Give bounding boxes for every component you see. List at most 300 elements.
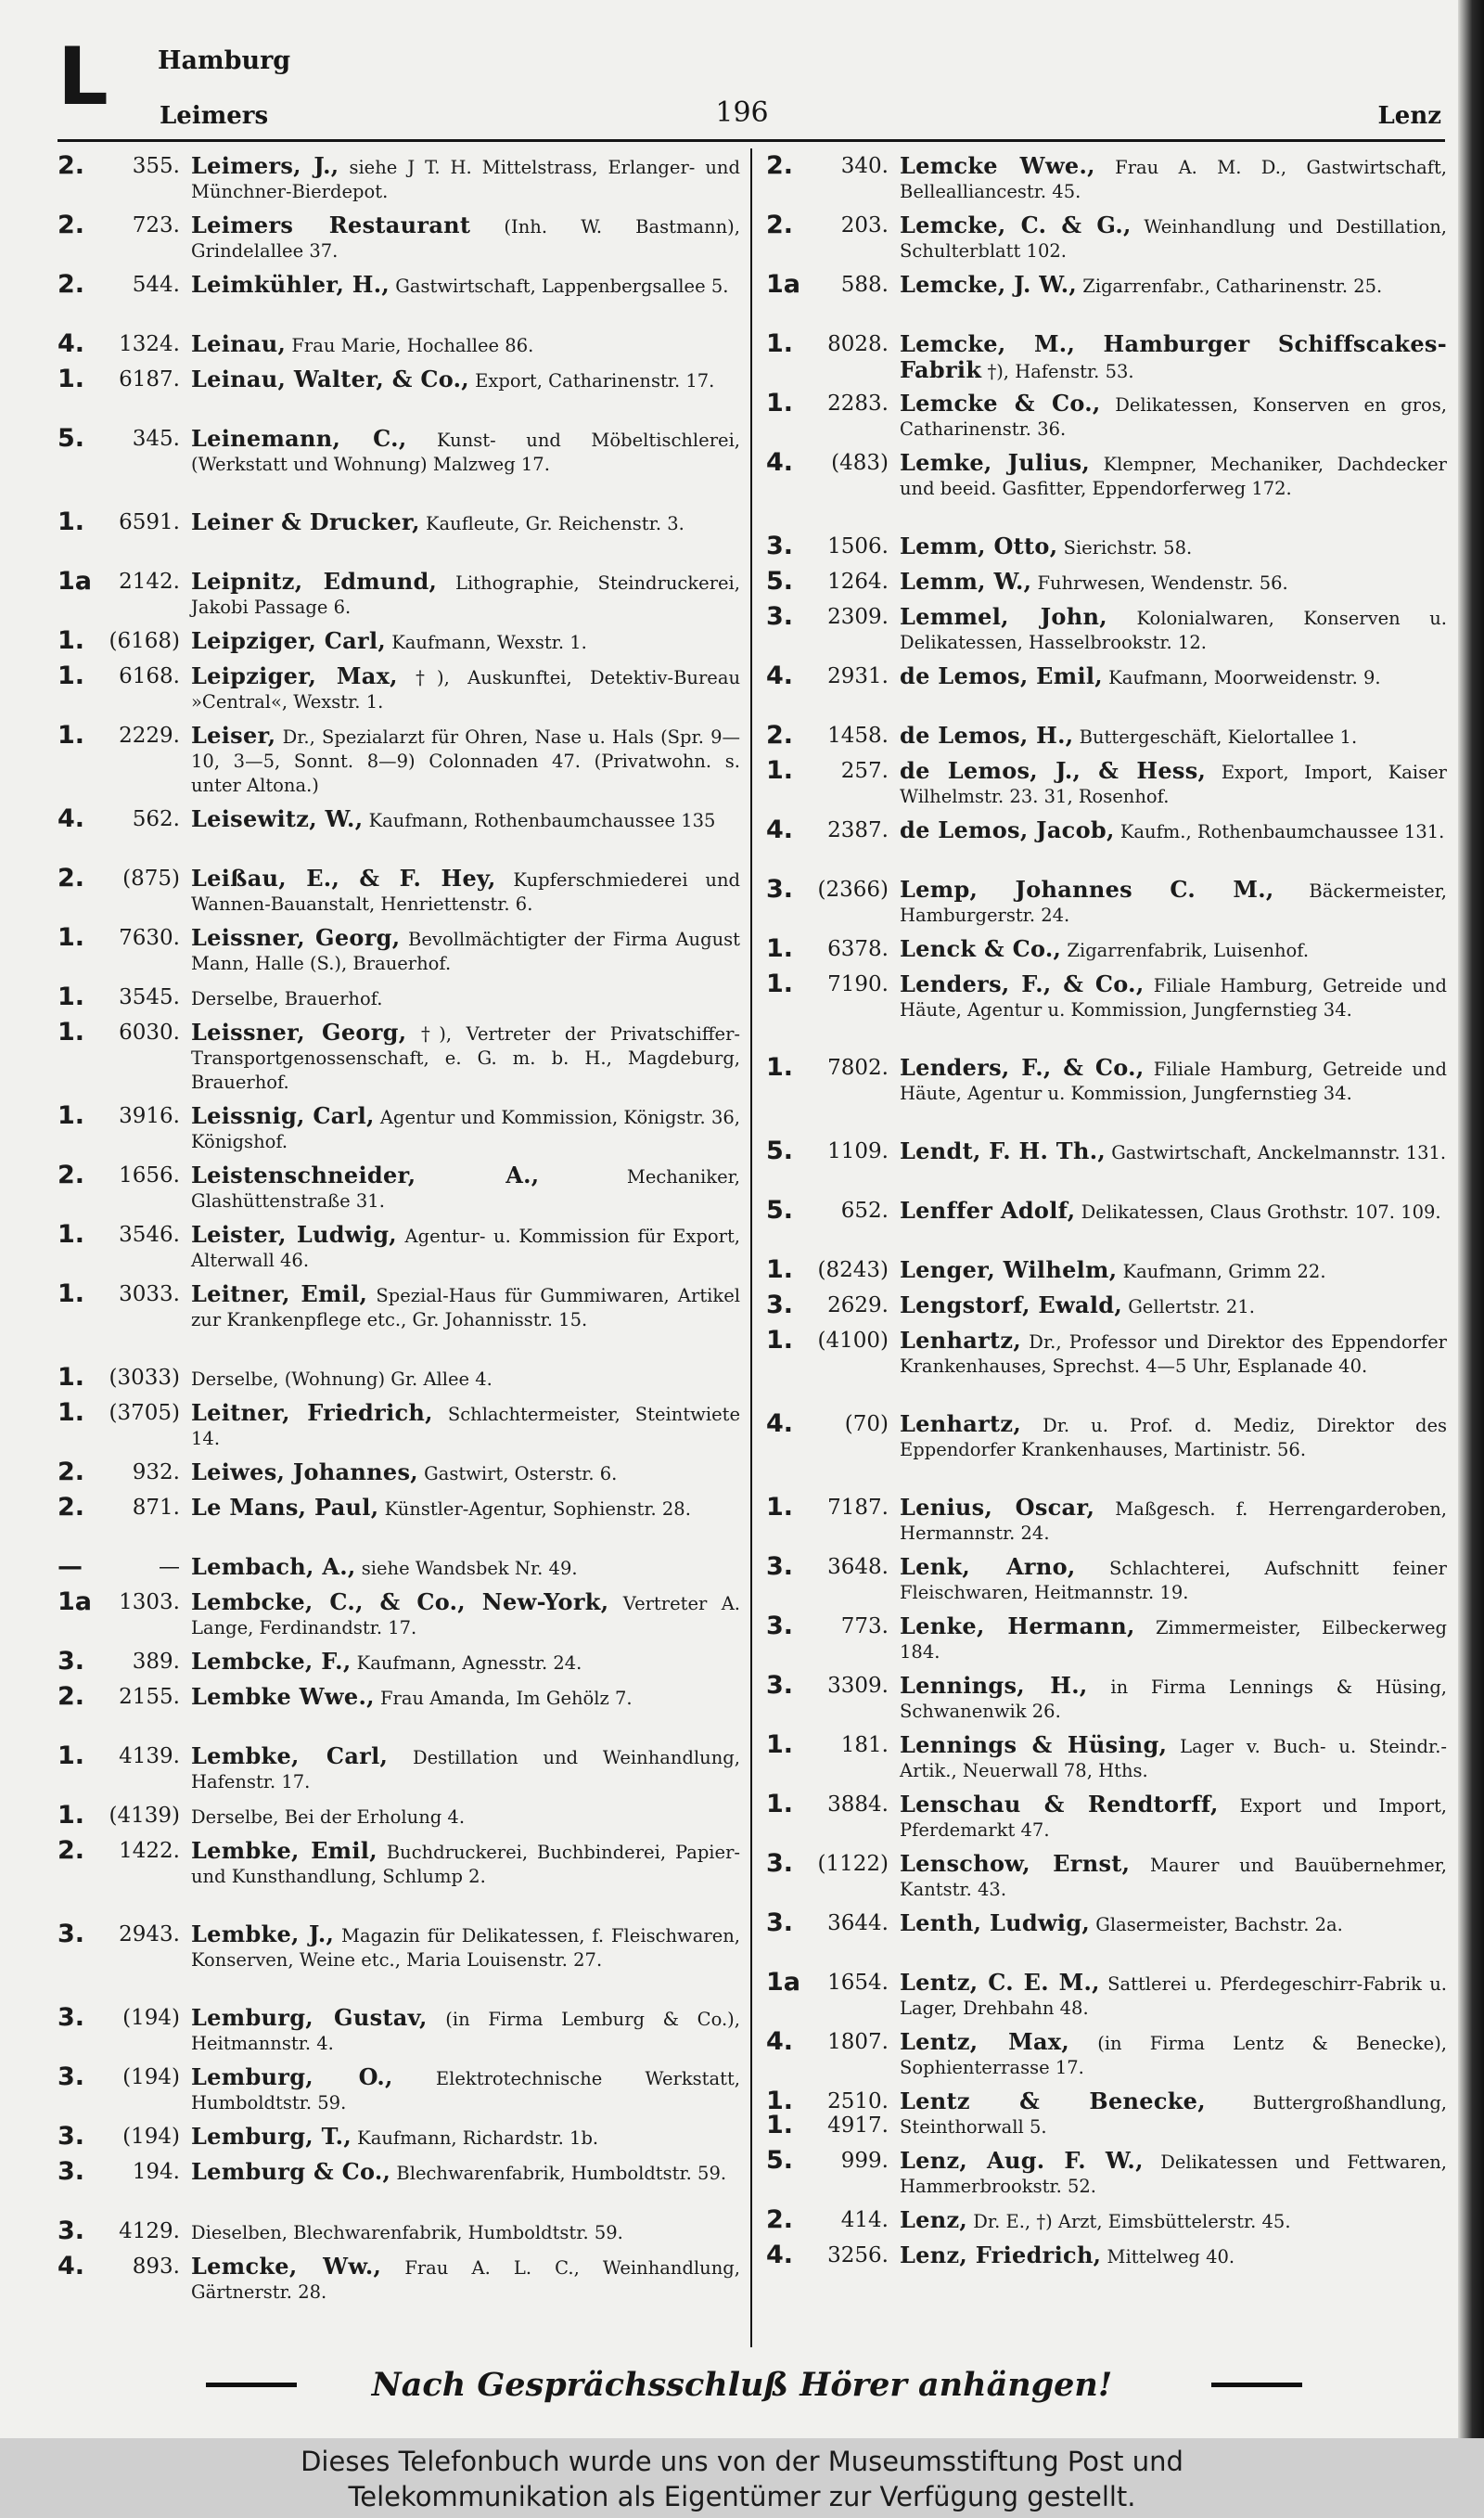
exchange-class: 1. <box>766 756 794 785</box>
subscriber-details: Blechwarenfabrik, Humboldtstr. 59. <box>390 2163 727 2184</box>
phone-number: 414. <box>840 2208 889 2232</box>
entry-body <box>191 213 740 273</box>
directory-entry <box>766 1196 1447 1258</box>
phone-number: 1506. <box>827 534 889 559</box>
directory-entry <box>766 534 1447 570</box>
exchange-class: 1. <box>766 970 794 998</box>
directory-entry <box>766 567 1447 605</box>
entry-body <box>191 2160 740 2219</box>
entry-body <box>191 807 740 867</box>
entry-body <box>191 2065 740 2125</box>
exchange-class: 2. <box>58 1493 85 1522</box>
exchange-class: 2. <box>58 211 85 239</box>
phone-number: 389. <box>132 1650 180 1674</box>
phone-number: 2629. <box>827 1293 889 1317</box>
directory-entry <box>58 2003 740 2065</box>
entry-body <box>191 1104 740 1163</box>
phone-number: 181. <box>840 1733 889 1757</box>
directory-entry <box>58 1279 740 1366</box>
directory-entry <box>58 1741 740 1804</box>
subscriber-name: Leinau, Walter, & Co., <box>191 366 469 392</box>
directory-entry <box>58 2062 740 2125</box>
credit-banner <box>0 2438 1484 2518</box>
directory-entry <box>58 2216 740 2255</box>
entry-body <box>900 1293 1447 1329</box>
subscriber-name: Lemcke, Ww., <box>191 2253 382 2280</box>
exchange-class: — <box>58 1552 83 1581</box>
subscriber-name: Leisewitz, W., <box>191 805 364 832</box>
page-edge-shadow <box>1458 0 1484 2438</box>
directory-entry <box>58 1363 740 1401</box>
subscriber-details: Maßgesch. f. Herrengarderoben, Hermannstr. 24. <box>900 1498 1447 1544</box>
phone-number: 1109. <box>827 1139 889 1163</box>
exchange-class: 1. <box>766 934 794 963</box>
directory-entry <box>766 664 1447 724</box>
phone-number: 7187. <box>827 1496 889 1520</box>
subscriber-details: Export und Import, Pferdemarkt 47. <box>900 1795 1447 1841</box>
entry-body <box>900 1496 1447 1555</box>
subscriber-name: Lenz, Friedrich, <box>900 2242 1102 2268</box>
phone-number: 652. <box>840 1199 889 1223</box>
entry-body <box>900 273 1447 332</box>
directory-entry <box>58 1836 740 1922</box>
subscriber-details: Delikatessen und Fettwaren, Hammerbrookstr. 52. <box>900 2152 1447 2197</box>
phone-number: (3705) <box>109 1401 180 1425</box>
entry-body <box>900 759 1447 818</box>
exchange-class: 3. <box>766 1552 794 1581</box>
directory-entry <box>58 864 740 926</box>
subscriber-name: Lenth, Ludwig, <box>900 1909 1091 1936</box>
directory-entry <box>766 721 1447 759</box>
directory-entry <box>58 2122 740 2160</box>
directory-entry <box>766 2089 1447 2149</box>
subscriber-name: Lembke, Emil, <box>191 1837 377 1864</box>
directory-entry <box>766 448 1447 534</box>
directory-entry <box>766 1053 1447 1139</box>
phone-number: 4129. <box>119 2219 180 2243</box>
subscriber-name: Leiser, <box>191 722 276 749</box>
phone-number: (4100) <box>817 1329 889 1353</box>
subscriber-name: Leiner & Drucker, <box>191 508 420 535</box>
subscriber-details: Weinhandlung und Destillation, Schulterblatt 102. <box>900 216 1447 262</box>
phone-number: 4139. <box>119 1744 180 1768</box>
exchange-class: 2. <box>58 1836 85 1865</box>
exchange-class: 3. <box>58 2062 85 2091</box>
phone-number: 893. <box>132 2255 180 2279</box>
exchange-class: 1a <box>766 270 801 299</box>
subscriber-name: Leissner, Georg, <box>191 924 401 951</box>
subscriber-name: Leimkühler, H., <box>191 271 390 298</box>
directory-entry <box>766 1409 1447 1496</box>
subscriber-details: Zigarrenfabr., Catharinenstr. 25. <box>1077 276 1383 297</box>
subscriber-name: Lemcke Wwe., <box>900 152 1095 179</box>
entry-body <box>191 1401 740 1460</box>
subscriber-name: Lemke, Julius, <box>900 449 1091 476</box>
subscriber-details: Sierichstr. 58. <box>1057 537 1193 559</box>
subscriber-name: Lenschau & Rendtorff, <box>900 1791 1219 1818</box>
phone-number: 1654. <box>827 1971 889 1995</box>
phone-number: 6030. <box>119 1021 180 1045</box>
subscriber-name: Lemburg, Gustav, <box>191 2004 428 2031</box>
directory-entry <box>766 2243 1447 2279</box>
phone-number: 3546. <box>119 1223 180 1247</box>
subscriber-name: Lenffer Adolf, <box>900 1197 1076 1224</box>
directory-entry <box>766 2205 1447 2243</box>
subscriber-name: Lembke Wwe., <box>191 1683 375 1710</box>
entry-body <box>900 1329 1447 1412</box>
entry-body <box>191 629 740 664</box>
entry-body <box>191 1366 740 1401</box>
subscriber-name: Leimers, J., <box>191 152 339 179</box>
subscriber-name: Lemcke, M., Hamburger Schiffscakes-Fabrik <box>900 330 1447 383</box>
subscriber-details: Kunst- und Möbeltischlerei, (Werkstatt und Wohnung) Malzweg 17. <box>191 430 740 475</box>
directory-entry <box>58 1552 740 1590</box>
subscriber-name: Lembach, A., <box>191 1553 356 1580</box>
phone-number: 3916. <box>119 1104 180 1128</box>
city-heading: Hamburg <box>158 46 291 75</box>
subscriber-details: (Inh. W. Bastmann), Grindelallee 37. <box>191 216 740 262</box>
entry-body <box>900 2208 1447 2243</box>
subscriber-details: Frau A. L. C., Weinhandlung, Gärtnerstr. 28. <box>191 2257 740 2303</box>
phone-number: 723. <box>132 213 180 238</box>
exchange-class: 1. <box>58 365 85 393</box>
subscriber-details: Derselbe, (Wohnung) Gr. Allee 4. <box>191 1368 493 1390</box>
exchange-class: 1. <box>58 1101 85 1130</box>
entry-body <box>191 273 740 332</box>
exchange-class: 4. <box>58 804 85 833</box>
entry-body <box>900 1852 1447 1911</box>
directory-entry <box>766 1968 1447 2030</box>
subscriber-details: Derselbe, Bei der Erholung 4. <box>191 1806 466 1828</box>
subscriber-name: Lendt, F. H. Th., <box>900 1137 1107 1164</box>
phone-number: 3884. <box>827 1792 889 1817</box>
entry-body <box>191 1744 740 1804</box>
exchange-class: 4. <box>766 2241 794 2269</box>
subscriber-details: Zigarrenfabrik, Luisenhof. <box>1061 940 1310 961</box>
entry-body <box>900 2030 1447 2089</box>
subscriber-name: Lennings & Hüsing, <box>900 1731 1168 1758</box>
entry-body <box>191 1496 740 1555</box>
subscriber-name: Lenius, Oscar, <box>900 1494 1095 1521</box>
entry-body <box>900 1139 1447 1199</box>
entry-body <box>900 724 1447 759</box>
phone-number: 6378. <box>827 937 889 961</box>
subscriber-details: Agentur und Kommission, Königstr. 36, Königshof. <box>191 1107 740 1152</box>
directory-entry <box>766 270 1447 332</box>
phone-number: 1303. <box>119 1590 180 1614</box>
exchange-class: 3. <box>58 2122 85 2151</box>
subscriber-name: Lemburg, T., <box>191 2123 352 2150</box>
subscriber-details: Kaufmann, Grimm 22. <box>1117 1261 1326 1282</box>
subscriber-name: Leitner, Friedrich, <box>191 1399 433 1426</box>
exchange-class: 5. <box>766 2146 794 2175</box>
subscriber-name: de Lemos, J., & Hess, <box>900 757 1207 784</box>
exchange-class: 3. <box>766 875 794 904</box>
subscriber-name: Lemcke, J. W., <box>900 271 1078 298</box>
exchange-class: 3. <box>58 2157 85 2186</box>
subscriber-details: †), Hafenstr. 53. <box>981 361 1134 382</box>
entry-body <box>900 972 1447 1056</box>
entry-body <box>191 2125 740 2160</box>
subscriber-details: Lithographie, Steindruckerei, Jakobi Passage 6. <box>191 572 740 618</box>
subscriber-name: Lenger, Wilhelm, <box>900 1256 1118 1283</box>
exchange-class: 1. 1. <box>766 2087 794 2139</box>
directory-entry <box>766 1255 1447 1293</box>
entry-body <box>191 570 740 629</box>
phone-number: 345. <box>132 427 180 451</box>
exchange-class: 2. <box>58 1458 85 1486</box>
exchange-class: 1. <box>766 1326 794 1355</box>
subscriber-details: †), Auskunftei, Detektiv-Bureau »Central«, Wexstr. 1. <box>191 667 740 713</box>
subscriber-details: Export, Import, Kaiser Wilhelmstr. 23. 31, Rosenhof. <box>900 762 1447 807</box>
subscriber-details: Dr., Professor und Direktor des Eppendorfer Krankenhauses, Sprechst. 4—5 Uhr, Esplanade 40. <box>900 1331 1447 1377</box>
entry-body <box>191 510 740 570</box>
phone-number: 257. <box>840 759 889 783</box>
phone-number: (194) <box>122 2125 180 2149</box>
subscriber-details: Gastwirtschaft, Anckelmannstr. 131. <box>1106 1142 1447 1163</box>
phone-number: 588. <box>840 273 889 297</box>
entry-body <box>900 1056 1447 1139</box>
entry-body <box>900 1792 1447 1852</box>
entry-body <box>191 427 740 510</box>
subscriber-details: Frau Marie, Hochallee 86. <box>286 335 534 356</box>
phone-number: 3644. <box>827 1911 889 1935</box>
exchange-class: 1. <box>58 1220 85 1249</box>
entry-body <box>191 664 740 724</box>
subscriber-details: (in Firma Lemburg & Co.), Heitmannstr. 4. <box>191 2009 740 2054</box>
subscriber-name: Lemcke & Co., <box>900 390 1101 417</box>
directory-entry <box>58 2252 740 2314</box>
directory-entry <box>766 1614 1447 1674</box>
entry-body <box>900 2149 1447 2208</box>
phone-number: (483) <box>831 451 889 475</box>
subscriber-name: Lembke, Carl, <box>191 1742 389 1769</box>
subscriber-details: Kaufleute, Gr. Reichenstr. 3. <box>419 513 684 534</box>
phone-number: 544. <box>132 273 180 297</box>
phone-number: (1122) <box>817 1852 889 1876</box>
subscriber-name: Lemmel, John, <box>900 603 1107 630</box>
exchange-class: 1. <box>58 721 85 750</box>
entry-body <box>900 605 1447 664</box>
exchange-class: 2. <box>58 864 85 893</box>
directory-entry <box>766 1849 1447 1911</box>
subscriber-details: Delikatessen, Konserven en gros, Catharinenstr. 36. <box>900 394 1448 440</box>
exchange-class: 3. <box>58 2216 85 2245</box>
entry-body <box>191 1922 740 2006</box>
exchange-class: 1. <box>58 983 85 1011</box>
entry-body <box>191 1021 740 1104</box>
phone-number: 1264. <box>827 570 889 594</box>
directory-entry <box>766 1293 1447 1329</box>
exchange-class: 4. <box>766 662 794 690</box>
entry-body <box>900 1614 1447 1674</box>
subscriber-details: Schlachterei, Aufschnitt feiner Fleischwaren, Heitmannstr. 19. <box>900 1558 1447 1603</box>
entry-body <box>900 1911 1447 1971</box>
directory-entry <box>58 1801 740 1839</box>
directory-entry <box>58 1682 740 1744</box>
directory-entry <box>766 2146 1447 2208</box>
directory-entry <box>58 507 740 570</box>
exchange-class: 1. <box>58 507 85 536</box>
directory-entry <box>766 875 1447 937</box>
entry-body <box>191 2006 740 2065</box>
exchange-class: 3. <box>766 1849 794 1878</box>
subscriber-name: Lentz, C. E. M., <box>900 1969 1100 1996</box>
exchange-class: 2. <box>58 1161 85 1189</box>
subscriber-name: Lenz, Aug. F. W., <box>900 2147 1144 2174</box>
phone-number: 2229. <box>119 724 180 748</box>
directory-entry <box>766 1493 1447 1555</box>
directory-entry <box>766 1792 1447 1852</box>
subscriber-details: Schlachtermeister, Steintwiete 14. <box>191 1404 740 1449</box>
subscriber-details: Derselbe, Brauerhof. <box>191 988 383 1009</box>
directory-entry <box>58 329 740 367</box>
subscriber-details: Magazin für Delikatessen, f. Fleischwaren, Konserven, Weine etc., Maria Louisenstr. 27. <box>191 1925 740 1971</box>
subscriber-details: Buttergeschäft, Kielortallee 1. <box>1073 726 1358 748</box>
entry-body <box>191 367 740 427</box>
subscriber-name: Leißau, E., & F. Hey, <box>191 865 496 892</box>
phone-number: (70) <box>844 1412 889 1436</box>
directory-entry <box>58 367 740 427</box>
subscriber-details: Dr., Spezialarzt für Ohren, Nase u. Hals (Spr. 9—10, 3—5, Sonnt. 8—9) Colonnaden 47. (Privatwohn. s. unter Altona.) <box>191 726 740 796</box>
phone-number: 2931. <box>827 664 889 688</box>
subscriber-details: Bevollmächtigter der Firma August Mann, Halle (S.), Brauerhof. <box>191 929 741 974</box>
entry-body <box>900 1412 1447 1496</box>
exchange-class: 1. <box>58 923 85 952</box>
subscriber-name: Lembcke, F., <box>191 1648 352 1675</box>
phone-number: 1807. <box>827 2030 889 2054</box>
exchange-class: 4. <box>766 2027 794 2056</box>
exchange-class: 3. <box>766 1908 794 1937</box>
exchange-class: 3. <box>766 1291 794 1319</box>
subscriber-details: Zimmermeister, Eilbeckerweg 184. <box>900 1617 1447 1663</box>
entry-body <box>900 1555 1447 1614</box>
subscriber-details: Sattlerei u. Pferdegeschirr-Fabrik u. Lager, Drehbahn 48. <box>900 1973 1447 2019</box>
entry-body <box>900 1258 1447 1293</box>
entry-body <box>191 1555 740 1590</box>
subscriber-name: Lenhartz, <box>900 1410 1022 1437</box>
directory-entry <box>58 1493 740 1555</box>
directory-entry <box>58 1460 740 1496</box>
phone-number: 3033. <box>119 1282 180 1306</box>
subscriber-details: Dr. E., †) Arzt, Eimsbüttelerstr. 45. <box>967 2211 1291 2232</box>
directory-entry <box>766 329 1447 392</box>
exchange-class: 1a <box>58 1587 93 1616</box>
phone-number: 7630. <box>119 926 180 950</box>
entry-body <box>191 1282 740 1366</box>
subscriber-name: Lennings, H., <box>900 1672 1088 1699</box>
phone-number: 355. <box>132 154 180 178</box>
phone-number: 1422. <box>119 1839 180 1863</box>
subscriber-details: Frau Amanda, Im Gehölz 7. <box>374 1688 633 1709</box>
exchange-class: 2. <box>766 721 794 750</box>
exchange-class: 2. <box>766 2205 794 2234</box>
phone-number: 871. <box>132 1496 180 1520</box>
subscriber-name: Leiwes, Johannes, <box>191 1458 418 1485</box>
directory-entry <box>58 1101 740 1163</box>
exchange-class: 3. <box>766 602 794 631</box>
subscriber-details: Vertreter A. Lange, Ferdinandstr. 17. <box>191 1593 740 1638</box>
exchange-class: 3. <box>766 532 794 560</box>
entry-body <box>900 818 1447 878</box>
exchange-class: 1. <box>58 626 85 655</box>
exchange-class: 1. <box>766 1493 794 1522</box>
subscriber-details: Kupferschmiederei und Wannen-Bauanstalt, Henriettenstr. 6. <box>191 869 740 915</box>
subscriber-details: Kaufm., Rothenbaumchaussee 131. <box>1114 821 1445 842</box>
entry-body <box>191 1223 740 1282</box>
phone-number: 2155. <box>119 1685 180 1709</box>
directory-entry <box>58 985 740 1021</box>
directory-entry <box>766 213 1447 273</box>
phone-number: 932. <box>132 1460 180 1484</box>
exchange-class: 1a <box>766 1968 801 1997</box>
directory-entry <box>58 923 741 985</box>
phone-number: 3256. <box>827 2243 889 2267</box>
subscriber-name: Leistenschneider, A., <box>191 1162 540 1188</box>
subscriber-details: Fuhrwesen, Wendenstr. 56. <box>1031 572 1288 594</box>
subscriber-name: Lemm, W., <box>900 568 1032 595</box>
phone-number: (2366) <box>817 878 889 902</box>
phone-number: 2510. 4917. <box>827 2089 889 2138</box>
subscriber-name: de Lemos, H., <box>900 722 1074 749</box>
directory-entry <box>58 270 740 332</box>
directory-entry <box>58 2157 740 2219</box>
subscriber-name: Lentz, Max, <box>900 2028 1070 2055</box>
subscriber-details: Dr. u. Prof. d. Mediz, Direktor des Eppendorfer Krankenhauses, Martinistr. 56. <box>900 1415 1447 1460</box>
phone-number: (875) <box>122 867 180 891</box>
subscriber-details: †), Vertreter der Privatschiffer-Transportgenossenschaft, e. G. m. b. H., Magdeburg, Brauerhof. <box>191 1023 740 1093</box>
exchange-class: 4. <box>766 448 794 477</box>
subscriber-name: de Lemos, Jacob, <box>900 816 1115 843</box>
subscriber-name: Le Mans, Paul, <box>191 1494 379 1521</box>
directory-entry <box>766 151 1447 213</box>
directory-entry <box>766 934 1447 972</box>
entry-body <box>191 1804 740 1839</box>
exchange-class: 5. <box>58 424 85 453</box>
subscriber-name: Lemcke, C. & G., <box>900 212 1132 238</box>
phone-number: 8028. <box>827 332 889 356</box>
entry-body <box>191 1163 740 1223</box>
entry-body <box>191 867 740 926</box>
phone-number: 1458. <box>827 724 889 748</box>
phone-number: (3033) <box>109 1366 180 1390</box>
phone-number: 2283. <box>827 392 889 416</box>
entry-body <box>191 1650 740 1685</box>
exchange-class: 1. <box>766 389 794 418</box>
entry-body <box>900 2243 1447 2279</box>
directory-entry <box>766 756 1447 818</box>
directory-entry <box>766 2027 1447 2089</box>
directory-entry <box>766 972 1447 1056</box>
entry-body <box>900 1674 1447 1733</box>
exchange-class: 4. <box>766 1409 794 1438</box>
page-number: 196 <box>715 96 769 129</box>
phone-number: (4139) <box>109 1804 180 1828</box>
phone-number: 203. <box>840 213 889 238</box>
phone-number: 999. <box>840 2149 889 2173</box>
phone-number: 2142. <box>119 570 180 594</box>
entry-body <box>900 451 1447 534</box>
exchange-class: 1. <box>58 1398 85 1427</box>
right-column <box>766 151 1448 2279</box>
subscriber-details: Kaufmann, Richardstr. 1b. <box>351 2127 599 2149</box>
subscriber-details: Export, Catharinenstr. 17. <box>468 370 715 392</box>
exchange-class: 1. <box>58 1741 85 1770</box>
exchange-class: 1. <box>58 1018 85 1047</box>
phone-number: 562. <box>132 807 180 831</box>
phone-number: 6168. <box>119 664 180 688</box>
entry-body <box>900 1971 1447 2030</box>
